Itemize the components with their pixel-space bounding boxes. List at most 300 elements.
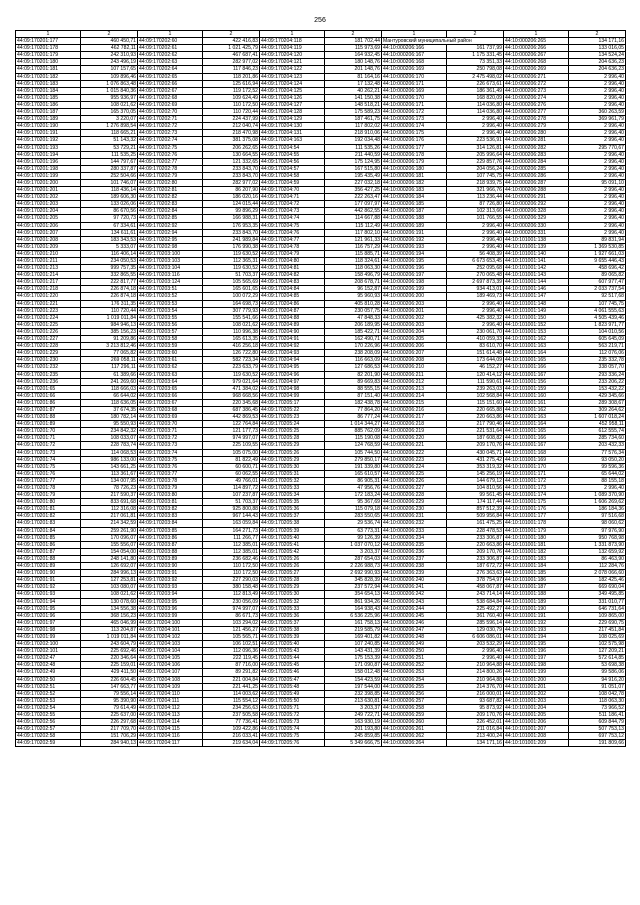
cadastral-value: 116 757,29 [325, 243, 382, 250]
cadastral-value: 612 555,74 [569, 428, 626, 435]
cadastral-value: 161 758,13 [325, 619, 382, 626]
cadastral-number: 44:10:000206:192 [382, 236, 447, 243]
table-row [16, 534, 626, 541]
cadastral-number: 44:09:170205:74 [260, 726, 325, 733]
column-number-row [16, 31, 626, 38]
cadastral-value: 208 678,71 [325, 279, 382, 286]
cadastral-number: 44:09:170204:106 [138, 662, 203, 669]
table-row [16, 265, 626, 272]
cadastral-value: 116 406,14 [81, 250, 138, 257]
cadastral-value: 99 596,36 [569, 463, 626, 470]
cadastral-number: 44:09:170205:49 [260, 690, 325, 697]
cadastral-number: 44:09:170201:202 [16, 194, 81, 201]
cadastral-number: 44:09:170205:38 [260, 520, 325, 527]
cadastral-value: 105 744,50 [325, 449, 382, 456]
cadastral-number: 44:10:101001:176 [504, 506, 569, 513]
cadastral-number: 44:09:170201:232 [16, 364, 81, 371]
cadastral-value: 187 461,75 [325, 116, 382, 123]
cadastral-number: 44:10:000206:265 [504, 38, 569, 45]
cadastral-value: 2 996,40 [447, 648, 504, 655]
cadastral-number: 44:10:101001:168 [504, 449, 569, 456]
cadastral-value: 233 306,87 [447, 534, 504, 541]
cadastral-value: 108 033,07 [81, 435, 138, 442]
table-row [16, 619, 626, 626]
cadastral-number: 44:10:000206:261 [382, 726, 447, 733]
cadastral-number: 44:09:170201:96 [16, 612, 81, 619]
cadastral-value: 452 958,11 [569, 421, 626, 428]
cadastral-number: 44:09:170203:59 [138, 343, 203, 350]
cadastral-number: 44:10:000206:210 [382, 364, 447, 371]
cadastral-number: 44:09:170202:84 [138, 208, 203, 215]
table-row [16, 506, 626, 513]
cadastral-number: 44:10:000206:219 [382, 428, 447, 435]
cadastral-value: 143 661,25 [81, 463, 138, 470]
cadastral-value: 112 316,08 [81, 506, 138, 513]
cadastral-number: 44:10:000206:180 [382, 165, 447, 172]
cadastral-value: 144 797,67 [81, 158, 138, 165]
cadastral-value: 165 370,05 [81, 109, 138, 116]
cadastral-number: 44:09:170204:124 [260, 80, 325, 87]
cadastral-number: 44:10:101001:172 [504, 477, 569, 484]
table-row [16, 130, 626, 137]
cadastral-number: 44:10:000206:253 [382, 669, 447, 676]
cadastral-value: 99 561,45 [447, 492, 504, 499]
cadastral-value: 175 124,95 [325, 158, 382, 165]
cadastral-number: 44:09:170201:93 [16, 591, 81, 598]
cadastral-value: 182 438,78 [325, 399, 382, 406]
cadastral-number: 44:10:101001:183 [504, 555, 569, 562]
cadastral-value: 130 664,55 [203, 151, 260, 158]
cadastral-number: 44:09:170201:76 [16, 470, 81, 477]
cadastral-value: 287 654,03 [325, 555, 382, 562]
cadastral-number: 44:09:170204:111 [138, 697, 203, 704]
cadastral-number: 44:09:170203:53 [138, 300, 203, 307]
cadastral-value: 218 910,06 [325, 130, 382, 137]
cadastral-value: 209 170,76 [447, 548, 504, 555]
cadastral-number: 44:10:000206:214 [382, 392, 447, 399]
cadastral-number: 44:09:170201:91 [16, 577, 81, 584]
cadastral-number: 44:10:000206:191 [382, 229, 447, 236]
cadastral-value: 974 997,07 [203, 605, 260, 612]
cadastral-value: 2 996,40 [569, 165, 626, 172]
cadastral-number: 44:09:170204:103 [138, 641, 203, 648]
cadastral-number: 44:10:101001:147 [504, 293, 569, 300]
cadastral-number: 44:10:000206:202 [382, 314, 447, 321]
cadastral-value: 122 764,84 [203, 421, 260, 428]
cadastral-value: 86 905,31 [325, 477, 382, 484]
cadastral-value: 197 544,00 [325, 683, 382, 690]
cadastral-number: 44:09:170201:211 [16, 258, 81, 265]
cadastral-value: 227 290,03 [203, 577, 260, 584]
cadastral-value: 115 554,12 [203, 697, 260, 704]
cadastral-number: 44:09:170203:82 [138, 506, 203, 513]
table-row [16, 591, 626, 598]
cadastral-value: 89 669,83 [325, 378, 382, 385]
table-row [16, 378, 626, 385]
cadastral-number: 44:09:170204:108 [138, 676, 203, 683]
cadastral-value: 106 102,51 [203, 641, 260, 648]
cadastral-value: 153 432,22 [569, 385, 626, 392]
cadastral-value: 243 604,79 [81, 641, 138, 648]
cadastral-number: 44:09:170205:72 [260, 712, 325, 719]
cadastral-value: 51 703,37 [203, 499, 260, 506]
table-row [16, 527, 626, 534]
cadastral-number: 44:09:170202:94 [138, 229, 203, 236]
table-row [16, 314, 626, 321]
cadastral-number: 44:09:170204:72 [260, 201, 325, 208]
cadastral-number: 44:09:170203:95 [138, 598, 203, 605]
table-row [16, 633, 626, 640]
cadastral-number: 44:09:170203:80 [138, 492, 203, 499]
cadastral-value: 1 175 331,45 [447, 52, 504, 59]
cadastral-value: 60 062,55 [203, 470, 260, 477]
cadastral-value: 101 766,55 [447, 215, 504, 222]
cadastral-number: 44:10:101001:171 [504, 470, 569, 477]
cadastral-value: 189 606,30 [81, 194, 138, 201]
cadastral-value: 53 698,38 [569, 662, 626, 669]
cadastral-number: 44:10:000206:176 [382, 137, 447, 144]
cadastral-number: 44:10:101001:162 [504, 336, 569, 343]
table-row [16, 236, 626, 243]
cadastral-value: 984 946,13 [81, 321, 138, 328]
table-row [16, 605, 626, 612]
cadastral-number: 44:10:101001:182 [504, 548, 569, 555]
table-row [16, 520, 626, 527]
cadastral-number: 44:09:170203:67 [138, 399, 203, 406]
cadastral-value: 458 696,42 [569, 265, 626, 272]
table-row [16, 492, 626, 499]
cadastral-value: 114 897,72 [203, 485, 260, 492]
cadastral-value: 88 155,18 [569, 477, 626, 484]
cadastral-value: 2 078 066,60 [569, 570, 626, 577]
cadastral-number: 44:09:170201:75 [16, 463, 81, 470]
cadastral-number: 44:10:000206:280 [504, 130, 569, 137]
cadastral-number: 44:09:170201:99 [16, 633, 81, 640]
cadastral-number: 44:09:170202:75 [138, 144, 203, 151]
cadastral-number: 44:09:170203:100 [138, 250, 203, 257]
cadastral-value: 2 996,40 [447, 229, 504, 236]
cadastral-number: 44:09:170205:29 [260, 456, 325, 463]
cadastral-number: 44:10:000206:173 [382, 116, 447, 123]
cadastral-value: 77 576,34 [569, 449, 626, 456]
cadastral-value: 102 313,66 [447, 208, 504, 215]
cadastral-number: 44:09:170201:77 [16, 477, 81, 484]
cadastral-number: 44:10:000206:170 [382, 94, 447, 101]
cadastral-number: 44:10:101001:162 [504, 406, 569, 413]
cadastral-value: 349 495,85 [569, 591, 626, 598]
cadastral-value: 118 201,86 [203, 73, 260, 80]
cadastral-number: 44:09:170203:76 [138, 463, 203, 470]
table-row [16, 208, 626, 215]
cadastral-number: 44:10:101001:141 [504, 258, 569, 265]
cadastral-value: 1 276 898,54 [81, 123, 138, 130]
cadastral-number: 44:09:170202:100 [16, 641, 81, 648]
cadastral-number: 44:09:170203:89 [138, 555, 203, 562]
cadastral-value: 63 773,31 [325, 527, 382, 534]
table-row [16, 123, 626, 130]
cadastral-value: 86 463,90 [569, 555, 626, 562]
cadastral-number: 44:10:000206:183 [382, 187, 447, 194]
cadastral-value: 270 065,48 [447, 272, 504, 279]
cadastral-value: 361 760,40 [447, 612, 504, 619]
cadastral-value: 130 078,60 [81, 598, 138, 605]
cadastral-number: 44:09:170201:194 [16, 151, 81, 158]
cadastral-value: 163 930,19 [325, 719, 382, 726]
table-row [16, 513, 626, 520]
cadastral-value: 1 021 425,79 [203, 45, 260, 52]
cadastral-number: 44:09:170205:50 [260, 697, 325, 704]
cadastral-value: 183 343,53 [81, 236, 138, 243]
cadastral-number: 44:09:170201:87 [16, 406, 81, 413]
cadastral-value: 233 206,22 [569, 378, 626, 385]
cadastral-number: 44:09:170205:31 [260, 470, 325, 477]
cadastral-number: 44:09:170205:47 [260, 676, 325, 683]
cadastral-value: 955 936,97 [81, 94, 138, 101]
cadastral-value: 238 208,09 [325, 350, 382, 357]
cadastral-value: 221 441,25 [203, 683, 260, 690]
cadastral-value: 147 663,77 [81, 683, 138, 690]
cadastral-value: 2 996,40 [447, 130, 504, 137]
cadastral-number: 44:10:101001:198 [504, 662, 569, 669]
cadastral-number: 44:10:000206:254 [382, 676, 447, 683]
cadastral-value: 221 004,84 [203, 676, 260, 683]
cadastral-number: 44:09:170202:61 [138, 45, 203, 52]
cadastral-value: 168 820,09 [447, 94, 504, 101]
cadastral-number: 44:09:170203:70 [138, 421, 203, 428]
cadastral-number: 44:10:000206:257 [382, 697, 447, 704]
cadastral-value: 109 422,86 [203, 726, 260, 733]
cadastral-number: 44:09:170202:68 [138, 94, 203, 101]
cadastral-value: 986 133,00 [81, 456, 138, 463]
cadastral-number: 44:10:000206:195 [382, 258, 447, 265]
cadastral-number: 44:09:170201:71 [16, 435, 81, 442]
cadastral-value: 429 411,50 [81, 669, 138, 676]
cadastral-number: 44:10:101001:140 [504, 250, 569, 257]
cadastral-number: 44:09:170201:79 [16, 492, 81, 499]
cadastral-number: 44:09:170205:46 [260, 669, 325, 676]
table-row [16, 463, 626, 470]
cadastral-number: 44:09:170203:92 [138, 577, 203, 584]
cadastral-value: 368 156,23 [81, 612, 138, 619]
table-row [16, 690, 626, 697]
cadastral-number: 44:09:170205:22 [260, 406, 325, 413]
table-row [16, 172, 626, 179]
cadastral-value: 2 033 737,54 [569, 286, 626, 293]
cadastral-value: 119 630,52 [203, 250, 260, 257]
cadastral-value: 282 977,02 [203, 179, 260, 186]
cadastral-value: 171 090,87 [325, 662, 382, 669]
cadastral-value: 2 996,40 [569, 130, 626, 137]
cadastral-value: 284 996,13 [81, 570, 138, 577]
cadastral-value: 99 126,39 [325, 534, 382, 541]
cadastral-value: 1 014 344,27 [325, 421, 382, 428]
cadastral-number: 44:09:170201:189 [16, 116, 81, 123]
cadastral-number: 44:10:101001:195 [504, 641, 569, 648]
cadastral-number: 44:10:101001:139 [504, 243, 569, 250]
cadastral-value: 66 644,02 [81, 392, 138, 399]
cadastral-value: 471 384,02 [203, 385, 260, 392]
cadastral-number: 44:10:101001:179 [504, 527, 569, 534]
column-number: 1 [138, 31, 203, 38]
cadastral-value: 107 745,75 [569, 300, 626, 307]
cadastral-value: 233 306,87 [447, 555, 504, 562]
cadastral-value: 115 151,60 [447, 399, 504, 406]
cadastral-number: 44:10:000206:181 [382, 172, 447, 179]
cadastral-value: 331 010,77 [569, 598, 626, 605]
cadastral-value: 134 611,61 [81, 229, 138, 236]
cadastral-value: 108 042,78 [569, 690, 626, 697]
table-row [16, 385, 626, 392]
cadastral-value: 105 075,00 [203, 449, 260, 456]
cadastral-number: 44:09:170203:79 [138, 485, 203, 492]
cadastral-number: 44:09:170205:45 [260, 662, 325, 669]
cadastral-number: 44:09:170205:39 [260, 527, 325, 534]
cadastral-value: 237 572,94 [325, 584, 382, 591]
cadastral-number: 44:10:101001:174 [504, 492, 569, 499]
cadastral-number: 44:09:170202:71 [138, 116, 203, 123]
cadastral-value: 107 237,87 [203, 492, 260, 499]
cadastral-number: 44:10:000206:258 [382, 704, 447, 711]
table-row [16, 456, 626, 463]
table-row [16, 414, 626, 421]
cadastral-number: 44:09:170202:53 [16, 697, 81, 704]
cadastral-number: 44:09:170203:104 [138, 265, 203, 272]
cadastral-number: 44:10:000206:292 [504, 201, 569, 208]
cadastral-number: 44:09:170205:40 [260, 641, 325, 648]
cadastral-value: 282 977,02 [203, 59, 260, 66]
cadastral-value: 115 079,18 [325, 506, 382, 513]
cadastral-value: 605 645,09 [569, 336, 626, 343]
cadastral-value: 687 386,45 [203, 406, 260, 413]
cadastral-number: 44:10:101001:205 [504, 712, 569, 719]
cadastral-value: 234 842,32 [81, 428, 138, 435]
cadastral-value: 2 996,40 [569, 151, 626, 158]
cadastral-value: 133 016,05 [569, 45, 626, 52]
table-row [16, 719, 626, 726]
cadastral-number: 44:10:101001:150 [504, 314, 569, 321]
cadastral-value: 113 204,87 [81, 626, 138, 633]
table-row [16, 165, 626, 172]
cadastral-value: 230 061,70 [447, 328, 504, 335]
cadastral-number: 44:09:170205:73 [260, 719, 325, 726]
cadastral-value: 226 874,18 [81, 286, 138, 293]
cadastral-number: 44:09:170205:37 [260, 513, 325, 520]
cadastral-number: 44:10:000206:268 [504, 59, 569, 66]
cadastral-value: 113 236,44 [447, 194, 504, 201]
cadastral-number: 44:10:000206:285 [504, 165, 569, 172]
cadastral-number: 44:09:170203:96 [138, 605, 203, 612]
cadastral-number: 44:10:000206:232 [382, 520, 447, 527]
cadastral-number: 44:10:000206:205 [382, 336, 447, 343]
cadastral-value: 144 679,12 [447, 477, 504, 484]
cadastral-number: 44:09:170205:27 [260, 570, 325, 577]
cadastral-number: 44:09:170201:196 [16, 158, 81, 165]
cadastral-value: 607 977,47 [569, 279, 626, 286]
cadastral-number: 44:09:170205:32 [260, 598, 325, 605]
cadastral-value: 2 697 873,39 [447, 279, 504, 286]
cadastral-value: 369 961,79 [569, 116, 626, 123]
cadastral-value: 187 608,82 [447, 435, 504, 442]
cadastral-number: 44:09:170202:49 [16, 669, 81, 676]
cadastral-number: 44:09:170204:107 [138, 669, 203, 676]
cadastral-number: 44:10:000206:194 [382, 250, 447, 257]
cadastral-value: 220 345,68 [203, 399, 260, 406]
cadastral-number: 44:10:101001:153 [504, 328, 569, 335]
cadastral-number: 44:10:000206:169 [382, 66, 447, 73]
cadastral-number: 44:10:000206:247 [382, 626, 447, 633]
cadastral-value: 97 720,73 [81, 215, 138, 222]
page-number: 256 [314, 17, 326, 24]
column-number: 1 [504, 31, 569, 38]
table-row [16, 406, 626, 413]
cadastral-value: 220 663,86 [447, 541, 504, 548]
cadastral-value: 175 153,39 [325, 655, 382, 662]
cadastral-value: 572 614,85 [569, 655, 626, 662]
cadastral-value: 239 263,03 [447, 385, 504, 392]
cadastral-number: 44:09:170201:210 [16, 250, 81, 257]
cadastral-value: 186 361,49 [447, 87, 504, 94]
cadastral-value: 117 846,23 [203, 66, 260, 73]
cadastral-number: 44:10:000206:172 [382, 109, 447, 116]
cadastral-number: 44:09:170203:63 [138, 371, 203, 378]
cadastral-value: 1 076 863,48 [81, 80, 138, 87]
cadastral-value: 378 754,97 [447, 577, 504, 584]
cadastral-number: 44:09:170205:48 [260, 683, 325, 690]
table-row [16, 499, 626, 506]
cadastral-value: 224 437,99 [203, 116, 260, 123]
cadastral-number: 44:09:170203:77 [138, 470, 203, 477]
column-number: 1 [382, 31, 447, 38]
cadastral-number: 44:10:000206:242 [382, 591, 447, 598]
cadastral-value: 462 782,11 [81, 45, 138, 52]
cadastral-value: 143 431,39 [325, 648, 382, 655]
cadastral-number: 44:09:170202:95 [138, 236, 203, 243]
cadastral-value: 2 996,40 [447, 116, 504, 123]
cadastral-number: 44:09:170204:126 [260, 94, 325, 101]
cadastral-value: 95 390,90 [81, 697, 138, 704]
cadastral-value: 2 226 988,73 [325, 563, 382, 570]
cadastral-number: 44:10:101001:159 [504, 385, 569, 392]
cadastral-value: 109 865,00 [569, 612, 626, 619]
cadastral-number: 44:09:170205:23 [260, 414, 325, 421]
cadastral-value: 2 996,40 [569, 73, 626, 80]
cadastral-value: 134 171,16 [447, 740, 504, 747]
cadastral-number: 44:09:170202:66 [138, 80, 203, 87]
cadastral-value: 430 045,71 [447, 449, 504, 456]
cadastral-value: 126 692,07 [81, 563, 138, 570]
cadastral-number: 44:09:170203:86 [138, 534, 203, 541]
cadastral-number: 44:09:170203:116 [138, 272, 203, 279]
cadastral-number: 44:09:170205:26 [260, 563, 325, 570]
cadastral-number: 44:10:000206:169 [382, 87, 447, 94]
cadastral-value: 6 673 653,45 [447, 258, 504, 265]
cadastral-number: 44:09:170202:69 [138, 101, 203, 108]
cadastral-value: 53 729,21 [81, 144, 138, 151]
cadastral-number: 44:09:170204:55 [260, 151, 325, 158]
cadastral-value: 276 363,63 [447, 570, 504, 577]
cadastral-number: 44:10:000206:237 [382, 555, 447, 562]
cadastral-value: 241 269,60 [81, 378, 138, 385]
cadastral-value: 154 054,00 [81, 548, 138, 555]
cadastral-value: 236 682,46 [203, 555, 260, 562]
cadastral-value: 203 432,33 [569, 442, 626, 449]
table-row [16, 293, 626, 300]
cadastral-value: 416 256,18 [203, 343, 260, 350]
cadastral-value: 101 746,07 [81, 179, 138, 186]
cadastral-value: 321 966,76 [447, 187, 504, 194]
cadastral-value: 93 687,82 [447, 697, 504, 704]
cadastral-number: 44:10:000206:216 [382, 406, 447, 413]
